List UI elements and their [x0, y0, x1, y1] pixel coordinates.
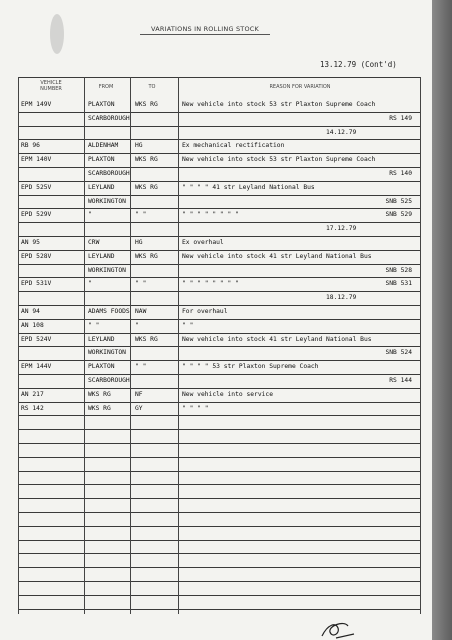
from-cell: WORKINGTON: [88, 197, 126, 205]
from-cell: LEYLAND: [88, 335, 115, 343]
blank-row-rule: [18, 609, 420, 610]
column-rule: [420, 77, 421, 614]
vehicle-number: AN 217: [21, 390, 44, 398]
row-rule: [18, 402, 420, 403]
from-cell: LEYLAND: [88, 183, 115, 191]
from-cell: WKS RG: [88, 390, 111, 398]
from-cell: ": [88, 211, 92, 219]
reason-cell: Ex mechanical rectification: [182, 142, 285, 150]
to-cell: WKS RG: [135, 252, 158, 260]
from-cell: ": [88, 280, 92, 288]
section-date: 17.12.79: [326, 225, 357, 233]
to-cell: NAW: [135, 308, 147, 315]
fleet-number-note: SNB 529: [385, 211, 412, 219]
reason-cell: " " " " " " " ": [182, 280, 239, 288]
reason-cell: Ex overhaul: [182, 239, 224, 246]
vehicle-number: AN 108: [21, 321, 44, 329]
row-rule: [18, 319, 420, 320]
fleet-number-note: RS 149: [389, 114, 412, 122]
from-cell: CRW: [88, 239, 100, 246]
to-cell: " ": [135, 280, 147, 288]
reason-cell: New vehicle into stock 41 str Leyland National Bus: [182, 252, 372, 260]
to-cell: HG: [135, 142, 143, 150]
fleet-number-note: SNB 524: [385, 349, 412, 357]
blank-row-rule: [18, 553, 420, 554]
to-cell: WKS RG: [135, 101, 158, 108]
vehicle-number: EPM 144V: [21, 363, 52, 371]
from-cell: ADAMS FOODS: [88, 308, 130, 315]
vehicle-number: EPD 525V: [21, 183, 52, 191]
reason-cell: " " " " 41 str Leyland National Bus: [182, 183, 315, 191]
reason-cell: " " " " 53 str Plaxton Supreme Coach: [182, 363, 319, 371]
from-cell: WORKINGTON: [88, 349, 126, 357]
to-cell: WKS RG: [135, 335, 158, 343]
row-rule: [18, 126, 420, 127]
vehicle-number: RB 96: [21, 142, 40, 150]
column-rule: [178, 77, 179, 614]
reason-cell: New vehicle into stock 41 str Leyland National Bus: [182, 335, 372, 343]
vehicle-number: EPD 529V: [21, 211, 52, 219]
header-vehicle-line1: VEHICLE: [40, 80, 62, 86]
row-rule: [18, 346, 420, 347]
blank-row-rule: [18, 526, 420, 527]
blank-row-rule: [18, 540, 420, 541]
blank-row-rule: [18, 595, 420, 596]
column-rule: [84, 77, 85, 614]
row-rule: [18, 333, 420, 334]
header-vehicle-line2: NUMBER: [40, 86, 62, 92]
row-rule: [18, 305, 420, 306]
row-rule: [18, 250, 420, 251]
to-cell: NF: [135, 390, 143, 398]
row-rule: [18, 374, 420, 375]
row-rule: [18, 153, 420, 154]
from-cell: SCARBOROUGH: [88, 170, 130, 177]
reason-cell: New vehicle into service: [182, 390, 273, 398]
to-cell: ": [135, 321, 139, 329]
from-cell: PLAXTON: [88, 363, 115, 371]
vehicle-number: EPM 149V: [21, 101, 52, 108]
fleet-number-note: RS 140: [389, 170, 412, 177]
header-from: FROM: [98, 84, 114, 90]
from-cell: LEYLAND: [88, 252, 115, 260]
vehicle-number: EPD 531V: [21, 280, 52, 288]
reason-cell: New vehicle into stock 53 str Plaxton Supreme Coach: [182, 156, 376, 164]
blank-row-rule: [18, 471, 420, 472]
blank-row-rule: [18, 512, 420, 513]
vehicle-number: RS 142: [21, 404, 44, 412]
blank-row-rule: [18, 443, 420, 444]
to-cell: WKS RG: [135, 156, 158, 164]
scan-smudge: [50, 14, 64, 54]
from-cell: ALDENHAM: [88, 142, 119, 150]
column-rule: [130, 77, 131, 614]
row-rule: [18, 195, 420, 196]
reason-cell: " ": [182, 321, 194, 329]
header-to: TO: [148, 84, 156, 90]
vehicle-number: EPD 524V: [21, 335, 52, 343]
fleet-number-note: SNB 531: [385, 280, 412, 288]
row-rule: [18, 236, 420, 237]
row-rule: [18, 139, 420, 140]
row-rule: [18, 277, 420, 278]
reason-cell: New vehicle into stock 53 str Plaxton Supreme Coach: [182, 101, 376, 108]
row-rule: [18, 264, 420, 265]
row-rule: [18, 112, 420, 113]
row-rule: [18, 222, 420, 223]
continued-date: 13.12.79 (Cont'd): [320, 60, 397, 69]
header-reason: REASON FOR VARIATION: [269, 84, 331, 90]
fleet-number-note: SNB 525: [385, 197, 412, 205]
from-cell: PLAXTON: [88, 156, 115, 164]
to-cell: GY: [135, 404, 143, 412]
blank-row-rule: [18, 581, 420, 582]
vehicle-number: AN 94: [21, 308, 40, 315]
reason-cell: For overhaul: [182, 308, 228, 315]
to-cell: " ": [135, 363, 147, 371]
header-vehicle-number: [20, 80, 82, 98]
column-rule: [18, 77, 19, 614]
blank-row-rule: [18, 484, 420, 485]
fleet-number-note: RS 144: [389, 377, 412, 384]
fleet-number-note: SNB 528: [385, 266, 412, 274]
blank-row-rule: [18, 498, 420, 499]
to-cell: " ": [135, 211, 147, 219]
blank-row-rule: [18, 429, 420, 430]
row-rule: [18, 360, 420, 361]
document-title: VARIATIONS IN ROLLING STOCK: [140, 25, 270, 35]
row-rule: [18, 388, 420, 389]
blank-row-rule: [18, 457, 420, 458]
vehicle-number: EPM 140V: [21, 156, 52, 164]
row-rule: [18, 181, 420, 182]
to-cell: WKS RG: [135, 183, 158, 191]
reason-cell: " " " " " " " ": [182, 211, 239, 219]
reason-cell: " " " ": [182, 404, 209, 412]
scan-edge: [432, 0, 452, 640]
section-date: 18.12.79: [326, 294, 357, 302]
vehicle-number: EPD 528V: [21, 252, 52, 260]
from-cell: " ": [88, 321, 100, 329]
section-date: 14.12.79: [326, 128, 357, 136]
from-cell: WORKINGTON: [88, 266, 126, 274]
to-cell: HG: [135, 239, 143, 246]
table-top-rule: [18, 77, 420, 78]
from-cell: SCARBOROUGH: [88, 114, 130, 122]
blank-row-rule: [18, 567, 420, 568]
row-rule: [18, 291, 420, 292]
row-rule: [18, 208, 420, 209]
row-rule: [18, 415, 420, 416]
from-cell: PLAXTON: [88, 101, 115, 108]
row-rule: [18, 167, 420, 168]
from-cell: WKS RG: [88, 404, 111, 412]
handwritten-signature: [318, 618, 358, 640]
vehicle-number: AN 95: [21, 239, 40, 246]
from-cell: SCARBOROUGH: [88, 377, 130, 384]
